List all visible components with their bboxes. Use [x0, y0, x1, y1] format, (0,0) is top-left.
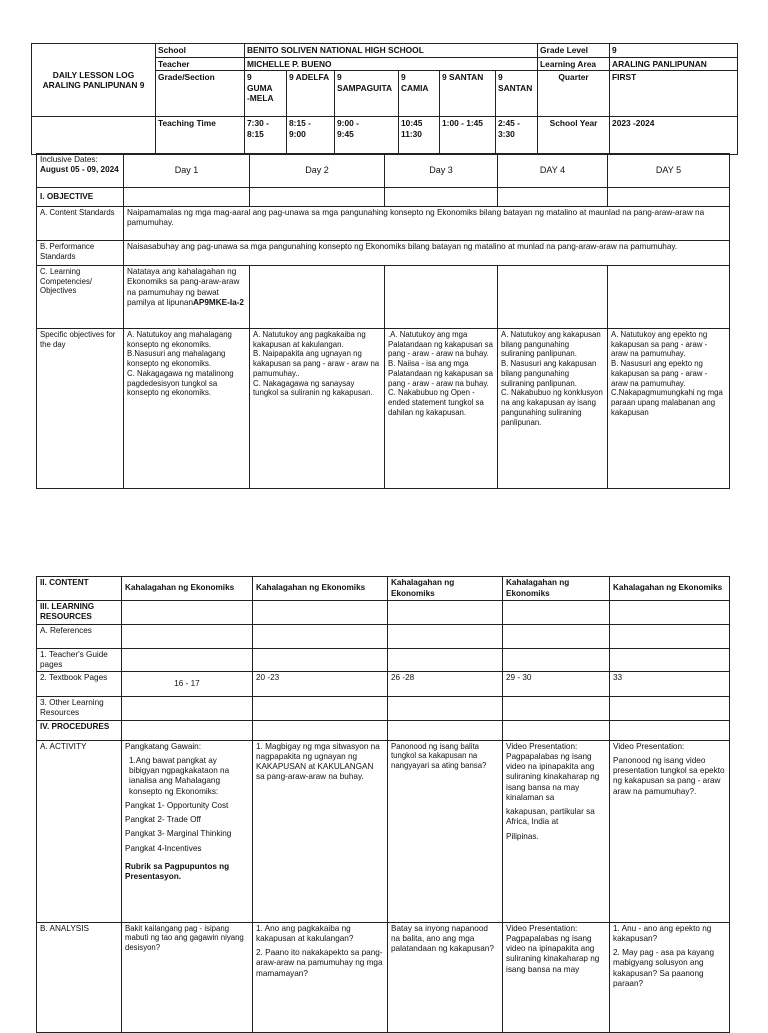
empty-cell: [122, 697, 253, 721]
procedures-heading: IV. PROCEDURES: [37, 720, 122, 740]
empty-cell: [503, 601, 610, 625]
day-header: Day 1: [124, 154, 250, 188]
activity-d4-c: Pilipinas.: [506, 831, 539, 841]
activity-day5: [610, 740, 730, 922]
dates-cell: [37, 154, 124, 188]
day-header: DAY 5: [608, 154, 730, 188]
dates-value: August 05 - 09, 2024: [40, 165, 119, 175]
empty-cell: [253, 697, 388, 721]
activity-d5-title: Video Presentation:: [613, 741, 685, 751]
content-topic: Kahalagahan ng Ekonomiks: [388, 577, 503, 601]
group-item: Pangkat 4-Incentives: [125, 843, 202, 853]
content-standards-label: A. Content Standards: [37, 207, 124, 241]
activity-d5-text: Panonood ng isang video presentation tungkol sa epekto ng kakapusan sa pang - araw araw na pamumuhay?.: [613, 755, 725, 796]
specific-objective: .A. Natutukoy ang mga Palatandaan ng kakapusan sa pang - araw - araw na buhay. B. Naiisa - isa ang mga Palatandaan ng kakapusan sa pang - araw - araw na buhay. C. Nakabubuo ng Open - ended statement tungkol sa dahilan ng kakapusan.: [385, 329, 498, 489]
empty-cell: [608, 266, 730, 329]
section-cell: 9 SAMPAGUITA: [335, 71, 399, 117]
specific-objective: A. Natutukoy ang epekto ng kakapusan sa pang - araw - araw na pamumuhay. B. Nasusuri ang epekto ng kakapusan sa pang - araw - araw na pamumuhay. C.Nakapagmumungkahi ng mga paraan upang malabanan ang kakapusan: [608, 329, 730, 489]
quarter-label: Quarter: [538, 71, 610, 117]
empty-cell: [124, 188, 250, 207]
section-cell: 9 SANTAN: [440, 71, 496, 117]
resources-heading: III. LEARNING RESOURCES: [37, 601, 122, 625]
empty-cell: [503, 648, 610, 672]
empty-cell: [385, 188, 498, 207]
teacher-label: Teacher: [156, 57, 245, 71]
section-cell: 9 SANTAN: [496, 71, 538, 117]
textbook-pages: 29 - 30: [503, 672, 610, 697]
school-year: 2023 -2024: [610, 117, 738, 155]
content-heading: II. CONTENT: [37, 577, 122, 601]
other-resources-label: 3. Other Learning Resources: [37, 697, 122, 721]
content-topic: Kahalagahan ng Ekonomiks: [122, 577, 253, 601]
content-topic: Kahalagahan ng Ekonomiks: [610, 577, 730, 601]
teaching-time-label: Teaching Time: [156, 117, 245, 155]
analysis-day3: Batay sa inyong napanood na balita, ano ang mga palatandaan ng kakapusan?: [388, 922, 503, 1032]
textbook-pages: 16 - 17: [122, 672, 253, 697]
analysis-day2: [253, 922, 388, 1032]
log-title: [32, 44, 156, 117]
content-topic: Kahalagahan ng Ekonomiks: [503, 577, 610, 601]
time-cell: 1:00 - 1:45: [440, 117, 496, 155]
empty-cell: [122, 624, 253, 648]
day-header: Day 2: [250, 154, 385, 188]
quarter: FIRST: [610, 71, 738, 117]
textbook-pages: 33: [610, 672, 730, 697]
competencies-text: Natataya ang kahalagahan ng Ekonomiks sa pang-araw-araw na pamumuhay ng bawat pamilya at lipunan: [127, 267, 240, 307]
dates-label: Inclusive Dates:: [40, 155, 98, 164]
competencies-cell: [124, 266, 250, 329]
section-cell: 9 CAMIA: [399, 71, 440, 117]
activity-d1-rubric: Rubrik sa Pagpupuntos ng Presentasyon.: [125, 861, 230, 881]
objectives-table: [36, 153, 730, 489]
empty-cell: [498, 266, 608, 329]
references-label: A. References: [37, 624, 122, 648]
group-item: Pangkat 1- Opportunity Cost: [125, 800, 229, 810]
grade-section-label: Grade/Section: [156, 71, 245, 117]
school-label: School: [156, 44, 245, 58]
specific-objectives-label: Specific objectives for the day: [37, 329, 124, 489]
empty-cell: [122, 720, 253, 740]
learning-area: ARALING PANLIPUNAN: [610, 57, 738, 71]
school-name: BENITO SOLIVEN NATIONAL HIGH SCHOOL: [245, 44, 538, 58]
blank-cell: [32, 117, 156, 155]
activity-d4-b: kakapusan, partikular sa Africa, India at: [506, 807, 595, 827]
empty-cell: [253, 601, 388, 625]
section-cell: 9 ADELFA: [287, 71, 335, 117]
time-cell: 8:15 - 9:00: [287, 117, 335, 155]
empty-cell: [253, 720, 388, 740]
grade-level-label: Grade Level: [538, 44, 610, 58]
empty-cell: [608, 188, 730, 207]
activity-label: A. ACTIVITY: [37, 740, 122, 922]
group-item: Pangkat 3- Marginal Thinking: [125, 829, 232, 839]
analysis-d2-a: 1. Ano ang pagkakaiba ng kakapusan at kakulangan?: [256, 923, 354, 943]
activity-d1-text: 1.Ang bawat pangkat ay bibigyan ngpagkakataon na ianalisa ang Mahalagang konsepto ng Ekonomiks:: [129, 755, 230, 796]
empty-cell: [388, 624, 503, 648]
textbook-label: 2. Textbook Pages: [37, 672, 122, 697]
performance-standards-label: B. Performance Standards: [37, 241, 124, 266]
competencies-code: AP9MKE-Ia-2: [193, 297, 244, 307]
activity-d1-title: Pangkatang Gawain:: [125, 741, 202, 751]
time-cell: 7:30 - 8:15: [245, 117, 287, 155]
day-header: Day 3: [385, 154, 498, 188]
analysis-d2-b: 2. Paano ito nakakapekto sa pang-araw-araw na pamumuhay ng mga mamamayan?: [256, 948, 383, 978]
empty-cell: [388, 697, 503, 721]
title-line2: ARALING PANLIPUNAN 9: [42, 80, 145, 90]
performance-standards: Naisasabuhay ang pag-unawa sa mga pangunahing konsepto ng Ekonomiks bilang batayan ng matalino at munlad na pang-araw-araw na pamumuhay.: [124, 241, 730, 266]
specific-objective: A. Natutukoy ang mahalagang konsepto ng ekonomiks. B.Nasusuri ang mahalagang konsepto ng ekonomiks. C. Nakagagawa ng matalinong pagdedesisyon tungkol sa konsepto ng ekonomiks.: [124, 329, 250, 489]
analysis-d5-a: 1. Anu - ano ang epekto ng kakapusan?: [613, 923, 712, 943]
empty-cell: [388, 720, 503, 740]
empty-cell: [498, 188, 608, 207]
empty-cell: [610, 648, 730, 672]
teachers-guide-label: 1. Teacher's Guide pages: [37, 648, 122, 672]
empty-cell: [610, 601, 730, 625]
empty-cell: [253, 624, 388, 648]
empty-cell: [250, 188, 385, 207]
empty-cell: [122, 648, 253, 672]
empty-cell: [610, 720, 730, 740]
content-standards: Naipamamalas ng mga mag-aaral ang pag-unawa sa mga pangunahing konsepto ng Ekonomiks bilang batayan ng matalino at maunlad na pang-araw-araw na pamumuhay.: [124, 207, 730, 241]
empty-cell: [610, 697, 730, 721]
activity-day1: [122, 740, 253, 922]
section-cell: 9 GUMA -MELA: [245, 71, 287, 117]
empty-cell: [250, 266, 385, 329]
group-item: Pangkat 2- Trade Off: [125, 815, 201, 824]
textbook-pages: 20 -23: [253, 672, 388, 697]
empty-cell: [503, 624, 610, 648]
analysis-day4: Video Presentation: Pagpapalabas ng isang video na ipinapakita ang suliraning kinakaharap ng isang bansa na may: [503, 922, 610, 1032]
activity-day3: Panonood ng isang balita tungkol sa kakapusan na nangyayari sa ating bansa?: [388, 740, 503, 922]
day-header: DAY 4: [498, 154, 608, 188]
analysis-day1: Bakit kailangang pag - isipang mabuti ng tao ang gagawin niyang desisyon?: [122, 922, 253, 1032]
teacher-name: MICHELLE P. BUENO: [245, 57, 538, 71]
empty-cell: [610, 624, 730, 648]
procedures-table: [36, 576, 730, 1033]
empty-cell: [122, 601, 253, 625]
specific-objective: A. Natutukoy ang kakapusan bilang pangunahing suliraning panlipunan. B. Nasusuri ang kakapusan bilang pangunahing suliraning panlipunan. C. Nakabubuo ng konklusyon na ang kakapusan ay isang pangunahing suliraning panlipunan.: [498, 329, 608, 489]
content-topic: Kahalagahan ng Ekonomiks: [253, 577, 388, 601]
time-cell: 10:45 11:30: [399, 117, 440, 155]
analysis-d5-b: 2. May pag - asa pa kayang mabigyang solusyon ang kakapusan? Sa paanong paraan?: [613, 948, 715, 988]
empty-cell: [253, 648, 388, 672]
analysis-day5: [610, 922, 730, 1032]
school-year-label: School Year: [538, 117, 610, 155]
time-cell: 9:00 - 9:45: [335, 117, 399, 155]
header-table: [31, 43, 738, 155]
competencies-label: C. Learning Competencies/ Objectives: [37, 266, 124, 329]
learning-area-label: Learning Area: [538, 57, 610, 71]
specific-objective: A. Natutukoy ang pagkakaiba ng kakapusan at kakulangan. B. Naipapakita ang ugnayan ng kakapusan sa pang - araw - araw na pamumuhay.. C. Nakagagawa ng sanaysay tungkol sa suliranin ng kakapusan.: [250, 329, 385, 489]
activity-d4-a: Video Presentation: Pagpapalabas ng isang video na ipinapakita ang suliraning kinakaharap ng isang bansa na may kinalaman sa: [506, 741, 600, 802]
grade-level: 9: [610, 44, 738, 58]
analysis-label: B. ANALYSIS: [37, 922, 122, 1032]
title-line1: DAILY LESSON LOG: [52, 69, 135, 80]
empty-cell: [385, 266, 498, 329]
activity-day2: 1. Magbigay ng mga sitwasyon na nagpapakita ng ugnayan ng KAKAPUSAN at KAKULANGAN sa pang-araw-araw na buhay.: [253, 740, 388, 922]
empty-cell: [388, 648, 503, 672]
activity-day4: [503, 740, 610, 922]
empty-cell: [503, 720, 610, 740]
textbook-pages: 26 -28: [388, 672, 503, 697]
objective-heading: I. OBJECTIVE: [37, 188, 124, 207]
empty-cell: [388, 601, 503, 625]
empty-cell: [503, 697, 610, 721]
time-cell: 2:45 - 3:30: [496, 117, 538, 155]
